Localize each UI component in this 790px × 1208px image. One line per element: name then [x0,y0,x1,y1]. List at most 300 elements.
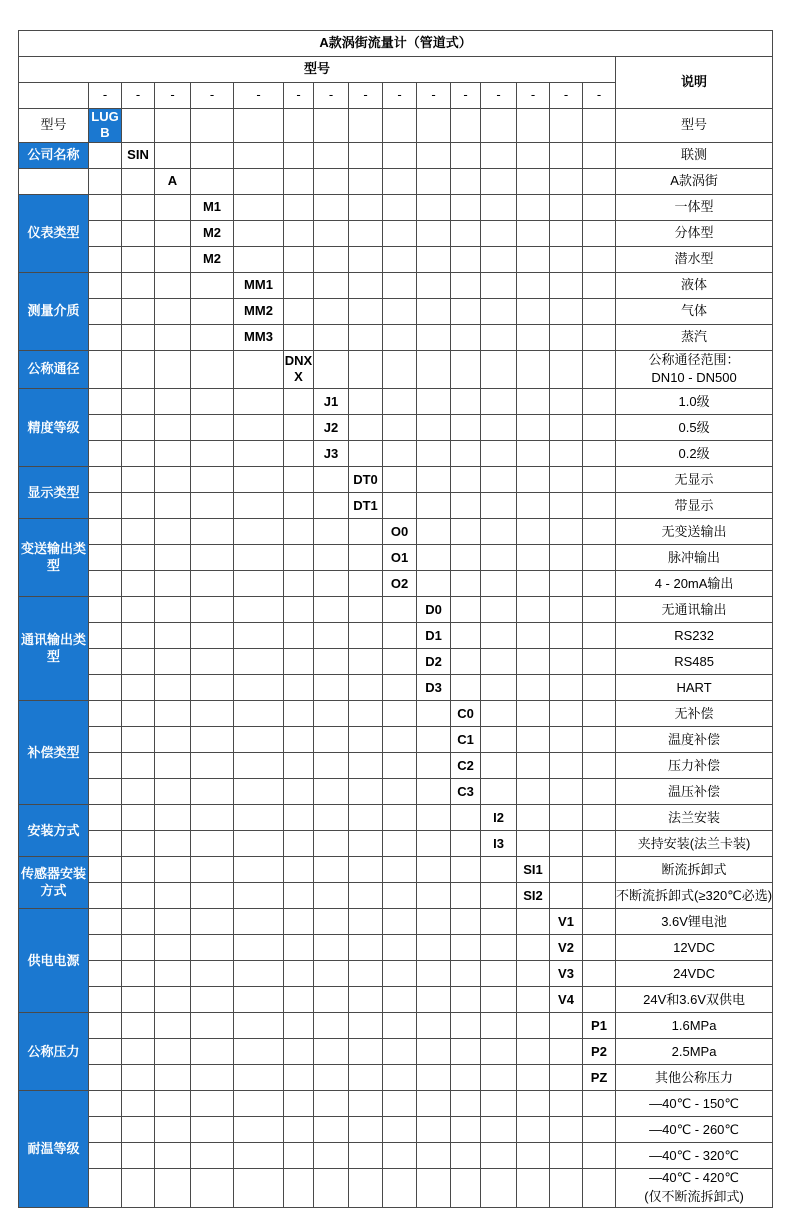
option-code[interactable]: MM1 [234,272,284,298]
empty-cell [349,1013,383,1039]
empty-cell [89,389,122,415]
empty-cell [383,350,417,389]
empty-cell [284,987,314,1013]
option-code[interactable]: J2 [314,415,349,441]
empty-cell [314,753,349,779]
empty-cell [583,623,616,649]
empty-cell [481,441,517,467]
option-description: 脉冲输出 [616,545,773,571]
empty-cell [284,779,314,805]
empty-cell [550,831,583,857]
option-code[interactable]: O1 [383,545,417,571]
empty-cell [481,987,517,1013]
empty-cell [89,753,122,779]
table-row [19,493,773,519]
empty-cell [383,701,417,727]
empty-cell [191,649,234,675]
table-row [19,961,773,987]
empty-cell [583,109,616,143]
empty-cell [155,727,191,753]
empty-cell [451,1039,481,1065]
empty-cell [155,415,191,441]
empty-cell [284,272,314,298]
empty-cell [383,389,417,415]
empty-cell [517,272,550,298]
option-code[interactable]: D2 [417,649,451,675]
empty-cell [284,1013,314,1039]
empty-cell [122,298,155,324]
empty-cell [191,545,234,571]
empty-cell [284,571,314,597]
empty-cell [583,350,616,389]
empty-cell [349,168,383,194]
table-row [19,1143,773,1169]
empty-cell [89,272,122,298]
table-row [19,194,773,220]
empty-cell [314,1013,349,1039]
empty-cell [349,246,383,272]
empty-cell [517,935,550,961]
empty-cell [481,623,517,649]
empty-cell [451,1065,481,1091]
empty-cell [155,961,191,987]
empty-cell [383,142,417,168]
empty-cell [155,545,191,571]
description-header: 说明 [616,57,773,109]
option-code[interactable]: SI1 [517,857,550,883]
empty-cell [583,1117,616,1143]
option-code[interactable]: V1 [550,909,583,935]
empty-cell [451,1013,481,1039]
empty-cell [89,1117,122,1143]
empty-cell [481,220,517,246]
empty-cell [155,649,191,675]
option-code[interactable]: D1 [417,623,451,649]
empty-cell [451,649,481,675]
empty-cell [550,675,583,701]
empty-cell [481,675,517,701]
option-code[interactable]: M2 [191,220,234,246]
empty-cell [314,220,349,246]
empty-cell [417,779,451,805]
option-code[interactable]: C3 [451,779,481,805]
empty-cell [234,441,284,467]
empty-cell [451,597,481,623]
empty-cell [284,831,314,857]
option-code[interactable]: C1 [451,727,481,753]
option-code[interactable]: MM3 [234,324,284,350]
empty-cell [517,675,550,701]
empty-cell [583,727,616,753]
empty-cell [234,194,284,220]
empty-cell [349,597,383,623]
option-description: —40℃ - 150℃ [616,1091,773,1117]
empty-cell [314,935,349,961]
empty-cell [583,649,616,675]
option-code[interactable]: SIN [122,142,155,168]
empty-cell [383,623,417,649]
group-label: 安装方式 [19,805,89,857]
empty-cell [550,467,583,493]
empty-cell [234,1143,284,1169]
option-description: 0.2级 [616,441,773,467]
empty-cell [155,883,191,909]
empty-cell [314,1065,349,1091]
empty-cell [550,350,583,389]
table-row [19,1117,773,1143]
empty-cell [517,109,550,143]
empty-cell [314,909,349,935]
empty-cell [349,675,383,701]
empty-cell [314,194,349,220]
empty-cell [550,779,583,805]
empty-cell [234,168,284,194]
empty-cell [89,441,122,467]
option-description: 液体 [616,272,773,298]
empty-cell [122,597,155,623]
empty-cell [284,220,314,246]
option-code[interactable]: O2 [383,571,417,597]
empty-cell [481,649,517,675]
empty-cell [517,1013,550,1039]
empty-cell [155,753,191,779]
empty-cell [583,298,616,324]
empty-cell [89,467,122,493]
empty-cell [191,467,234,493]
empty-cell [417,961,451,987]
empty-cell [451,142,481,168]
empty-cell [284,1143,314,1169]
empty-cell [583,415,616,441]
option-code[interactable]: P1 [583,1013,616,1039]
empty-cell [417,350,451,389]
empty-cell [417,1143,451,1169]
option-description: 无变送输出 [616,519,773,545]
empty-cell [122,194,155,220]
empty-cell [284,1169,314,1208]
empty-cell [234,109,284,143]
empty-cell [89,519,122,545]
table-row [19,1169,773,1208]
empty-cell [517,597,550,623]
empty-cell [517,805,550,831]
dash-separator: - [155,83,191,109]
option-code[interactable]: DT0 [349,467,383,493]
empty-cell [451,389,481,415]
option-code[interactable]: DT1 [349,493,383,519]
empty-cell [481,545,517,571]
empty-cell [349,753,383,779]
empty-cell [191,701,234,727]
empty-cell [349,142,383,168]
table-row [19,753,773,779]
empty-cell [550,545,583,571]
empty-cell [191,753,234,779]
group-label: 精度等级 [19,389,89,467]
empty-cell [550,389,583,415]
empty-cell [481,1065,517,1091]
empty-cell [517,571,550,597]
option-description: 带显示 [616,493,773,519]
empty-cell [314,701,349,727]
empty-cell [550,168,583,194]
empty-cell [122,545,155,571]
empty-cell [89,1013,122,1039]
empty-cell [314,109,349,143]
empty-cell [191,961,234,987]
empty-cell [517,246,550,272]
table-row [19,727,773,753]
option-description: 无通讯输出 [616,597,773,623]
empty-cell [451,805,481,831]
empty-cell [481,1091,517,1117]
empty-cell [517,142,550,168]
empty-cell [122,831,155,857]
table-row [19,883,773,909]
empty-cell [191,909,234,935]
empty-cell [517,441,550,467]
option-code[interactable]: D3 [417,675,451,701]
option-code[interactable]: V2 [550,935,583,961]
empty-cell [191,142,234,168]
option-description: 无补偿 [616,701,773,727]
empty-cell [349,857,383,883]
empty-cell [481,246,517,272]
empty-cell [383,675,417,701]
empty-cell [284,753,314,779]
table-row [19,350,773,389]
empty-cell [383,298,417,324]
empty-cell [155,909,191,935]
table-row [19,142,773,168]
empty-cell [550,597,583,623]
empty-cell [451,220,481,246]
empty-cell [284,961,314,987]
empty-cell [383,831,417,857]
option-description: 0.5级 [616,415,773,441]
option-code[interactable]: J1 [314,389,349,415]
empty-cell [451,1091,481,1117]
empty-cell [517,1039,550,1065]
empty-cell [517,389,550,415]
empty-cell [417,298,451,324]
empty-cell [349,350,383,389]
empty-cell [314,246,349,272]
empty-cell [314,571,349,597]
empty-cell [583,389,616,415]
empty-cell [284,649,314,675]
empty-cell [234,1169,284,1208]
empty-cell [155,779,191,805]
empty-cell [349,298,383,324]
option-description: 夹持安装(法兰卡装) [616,831,773,857]
group-label: 变送输出类型 [19,519,89,597]
empty-cell [451,935,481,961]
empty-cell [314,805,349,831]
empty-cell [122,493,155,519]
empty-cell [155,1013,191,1039]
empty-cell [481,1013,517,1039]
empty-cell [234,935,284,961]
empty-cell [417,246,451,272]
empty-cell [349,727,383,753]
empty-cell [191,935,234,961]
option-description: 一体型 [616,194,773,220]
empty-cell [284,909,314,935]
empty-cell [517,493,550,519]
empty-cell [155,298,191,324]
empty-cell [89,857,122,883]
empty-cell [417,519,451,545]
table-row [19,1091,773,1117]
empty-cell [191,623,234,649]
empty-cell [122,961,155,987]
empty-cell [583,142,616,168]
empty-cell [583,675,616,701]
table-row [19,831,773,857]
option-code[interactable]: PZ [583,1065,616,1091]
empty-cell [583,1169,616,1208]
table-row [19,220,773,246]
empty-cell [155,1091,191,1117]
empty-cell [191,272,234,298]
option-code[interactable]: M2 [191,246,234,272]
empty-cell [284,519,314,545]
empty-cell [417,441,451,467]
empty-cell [284,675,314,701]
empty-cell [284,467,314,493]
option-code[interactable]: V4 [550,987,583,1013]
table-row [19,168,773,194]
option-code[interactable]: C2 [451,753,481,779]
empty-cell [550,415,583,441]
option-description: 温度补偿 [616,727,773,753]
table-row [19,246,773,272]
empty-cell [583,597,616,623]
option-description: 潜水型 [616,246,773,272]
empty-cell [349,649,383,675]
empty-cell [583,493,616,519]
table-row [19,909,773,935]
empty-cell [234,597,284,623]
group-label: 补偿类型 [19,701,89,805]
option-code[interactable]: I3 [481,831,517,857]
option-code[interactable]: D0 [417,597,451,623]
empty-cell [383,909,417,935]
option-code[interactable]: V3 [550,961,583,987]
option-description: RS485 [616,649,773,675]
option-code[interactable]: SI2 [517,883,550,909]
option-code[interactable]: I2 [481,805,517,831]
empty-cell [349,324,383,350]
empty-cell [122,415,155,441]
option-description: 24V和3.6V双供电 [616,987,773,1013]
empty-cell [383,727,417,753]
empty-cell [234,1013,284,1039]
empty-cell [122,220,155,246]
empty-cell [517,779,550,805]
empty-cell [517,753,550,779]
empty-cell [155,831,191,857]
empty-cell [89,324,122,350]
option-code[interactable]: O0 [383,519,417,545]
empty-cell [417,1013,451,1039]
empty-cell [234,805,284,831]
table-row [19,272,773,298]
empty-cell [191,831,234,857]
empty-cell [234,1065,284,1091]
option-description: 型号 [616,109,773,143]
empty-cell [583,246,616,272]
option-code[interactable]: C0 [451,701,481,727]
empty-cell [417,467,451,493]
group-label: 公司名称 [19,142,89,168]
empty-cell [517,1143,550,1169]
empty-cell [383,935,417,961]
empty-cell [517,350,550,389]
empty-cell [122,857,155,883]
empty-cell [122,1117,155,1143]
empty-cell [583,883,616,909]
empty-cell [383,1143,417,1169]
option-code[interactable]: MM2 [234,298,284,324]
empty-cell [481,142,517,168]
option-code[interactable]: LUGB [89,109,122,143]
empty-cell [481,389,517,415]
empty-cell [234,415,284,441]
empty-cell [349,935,383,961]
empty-cell [155,493,191,519]
empty-cell [583,753,616,779]
empty-cell [349,1039,383,1065]
option-code[interactable]: M1 [191,194,234,220]
table-row [19,857,773,883]
option-description: 24VDC [616,961,773,987]
empty-cell [517,519,550,545]
empty-cell [383,194,417,220]
empty-cell [451,1143,481,1169]
option-code[interactable]: J3 [314,441,349,467]
empty-cell [517,298,550,324]
empty-cell [451,1117,481,1143]
empty-cell [583,935,616,961]
option-description: —40℃ - 260℃ [616,1117,773,1143]
option-code[interactable]: A [155,168,191,194]
empty-cell [234,571,284,597]
empty-cell [481,1039,517,1065]
empty-cell [481,324,517,350]
group-label [19,168,89,194]
option-code[interactable]: P2 [583,1039,616,1065]
empty-cell [191,857,234,883]
empty-cell [481,571,517,597]
empty-cell [284,324,314,350]
empty-cell [550,1117,583,1143]
empty-cell [234,831,284,857]
empty-cell [349,1169,383,1208]
table-row [19,675,773,701]
empty-cell [349,1117,383,1143]
empty-cell [349,571,383,597]
empty-cell [191,571,234,597]
empty-cell [234,649,284,675]
empty-cell [451,350,481,389]
empty-cell [191,168,234,194]
empty-cell [89,545,122,571]
empty-cell [89,194,122,220]
empty-cell [234,701,284,727]
option-code[interactable]: DNXX [284,350,314,389]
